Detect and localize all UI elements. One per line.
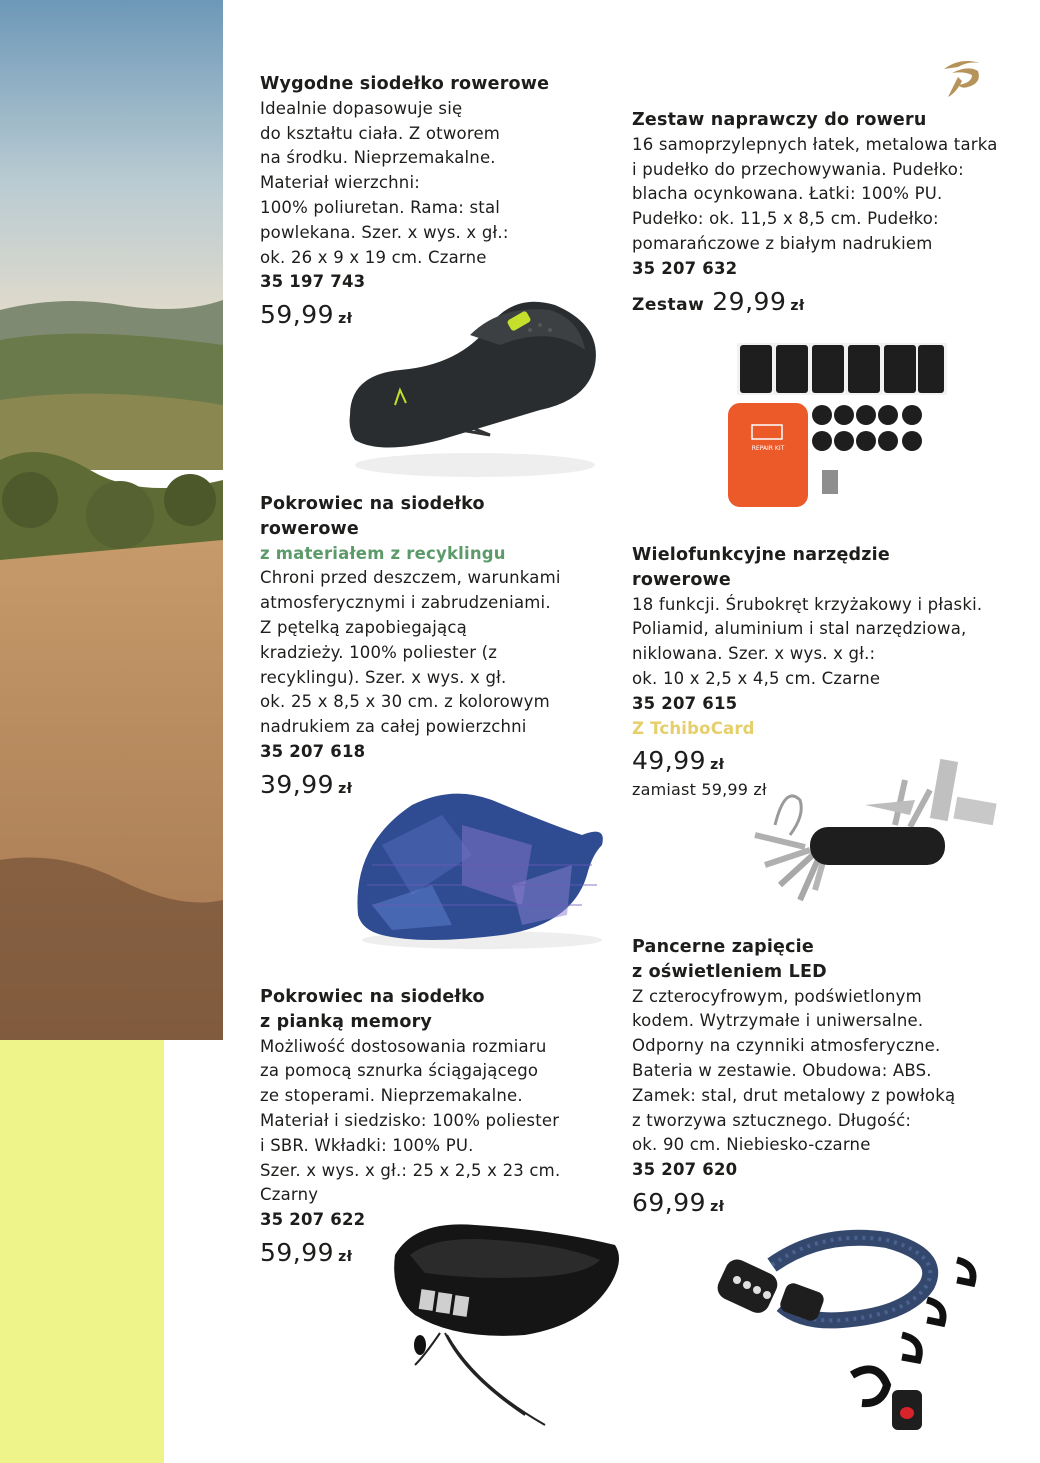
product-desc-line: Materiał wierzchni:	[260, 173, 420, 193]
product-desc-line: 100% poliuretan. Rama: stal	[260, 197, 501, 217]
product-title: Pokrowiec na siodełko	[260, 987, 485, 1007]
product-desc-line: Czarny	[260, 1185, 319, 1205]
product-desc-line: Z czterocyfrowym, podświetlonym	[632, 986, 922, 1006]
product-cable-lock	[632, 935, 1002, 1220]
currency: zł	[338, 1248, 353, 1265]
price	[632, 1187, 1002, 1220]
product-desc-line: nadrukiem za całej powierzchni	[260, 717, 527, 737]
product-desc-line: Bateria w zestawie. Obudowa: ABS.	[632, 1060, 932, 1080]
product-title: Zestaw naprawczy do roweru	[632, 110, 927, 130]
price-value: 59,99	[260, 300, 335, 330]
cable-lock-icon	[712, 1225, 997, 1445]
bike-saddle-icon	[340, 285, 605, 480]
product-desc-line: atmosferycznymi i zabrudzeniami.	[260, 593, 551, 613]
product-desc-line: Materiał i siedzisko: 100% poliester	[260, 1110, 560, 1130]
landscape-photo	[0, 0, 223, 1040]
product-desc-line: ok. 10 x 2,5 x 4,5 cm. Czarne	[632, 668, 881, 688]
product-desc-line: ok. 25 x 8,5 x 30 cm. z kolorowym	[260, 692, 550, 712]
product-desc-line: i SBR. Wkładki: 100% PU.	[260, 1135, 474, 1155]
product-desc-line: ok. 26 x 9 x 19 cm. Czarne	[260, 247, 487, 267]
yellow-accent-block	[0, 1040, 164, 1463]
repair-kit-icon	[722, 335, 947, 510]
tchibocard-note: Z TchiboCard	[632, 718, 755, 738]
article-number: 35 207 622	[260, 1210, 366, 1230]
article-number: 35 207 618	[260, 741, 366, 761]
box-label: REPAIR KIT	[751, 445, 785, 452]
product-desc-line: powlekana. Szer. x wys. x gł.:	[260, 222, 509, 242]
product-desc-line: z tworzywa sztucznego. Długość:	[632, 1110, 912, 1130]
product-title: z pianką memory	[260, 1011, 433, 1032]
memory-foam-cover-icon	[385, 1215, 630, 1455]
currency: zł	[710, 757, 725, 774]
price-prefix: Zestaw	[632, 294, 705, 315]
product-desc-line: Możliwość dostosowania rozmiaru	[260, 1036, 547, 1056]
product-desc-line: 16 samoprzylepnych łatek, metalowa tarka	[632, 134, 998, 154]
product-desc-line: Odporny na czynniki atmosferyczne.	[632, 1036, 941, 1056]
currency: zł	[790, 297, 805, 314]
article-number: 35 197 743	[260, 272, 366, 292]
currency: zł	[710, 1198, 725, 1215]
product-desc-line: na środku. Nieprzemakalne.	[260, 148, 496, 168]
product-title: Pancerne zapięcie	[632, 937, 814, 957]
product-desc-line: recyklingu). Szer. x wys. x gł.	[260, 667, 507, 687]
article-number: 35 207 615	[632, 693, 738, 713]
product-title: rowerowe	[260, 518, 359, 539]
price-value: 59,99	[260, 1237, 335, 1267]
product-desc-line: Chroni przed deszczem, warunkami	[260, 568, 561, 588]
price-value: 29,99	[712, 286, 787, 316]
product-desc-line: Zamek: stal, drut metalowy z powłoką	[632, 1085, 956, 1105]
saddle-cover-icon	[352, 785, 612, 950]
tchibo-logo-icon	[938, 55, 986, 101]
product-desc-line: Z pętelką zapobiegającą	[260, 617, 467, 637]
price-value: 39,99	[260, 769, 335, 799]
product-desc-line: ze stoperami. Nieprzemakalne.	[260, 1086, 523, 1106]
old-price: zamiast 59,99 zł	[632, 780, 767, 800]
product-desc-line: Pudełko: ok. 11,5 x 8,5 cm. Pudełko:	[632, 209, 939, 229]
price-value: 49,99	[632, 746, 707, 776]
product-repair-kit	[632, 108, 1002, 318]
product-title: rowerowe	[632, 569, 731, 590]
product-desc-line: 18 funkcji. Śrubokręt krzyżakowy i płaski.	[632, 594, 983, 614]
product-desc-line: ok. 90 cm. Niebiesko-czarne	[632, 1135, 871, 1155]
product-desc-line: Poliamid, aluminium i stal narzędziowa,	[632, 619, 967, 639]
currency: zł	[338, 780, 353, 797]
product-saddle-cover	[260, 492, 590, 802]
product-title: z oświetleniem LED	[632, 961, 827, 982]
product-desc-line: i pudełko do przechowywania. Pudełko:	[632, 159, 964, 179]
product-desc-line: za pomocą sznurka ściągającego	[260, 1061, 539, 1081]
product-desc-line: Idealnie dopasowuje się	[260, 98, 463, 118]
product-desc-line: Szer. x wys. x gł.: 25 x 2,5 x 23 cm.	[260, 1160, 561, 1180]
product-desc-line: pomarańczowe z białym nadrukiem	[632, 233, 933, 253]
product-title: Wielofunkcyjne narzędzie	[632, 545, 890, 565]
product-desc-line: do kształtu ciała. Z otworem	[260, 123, 501, 143]
recycled-note: z materiałem z recyklingu	[260, 543, 506, 563]
multitool-icon	[745, 755, 1005, 915]
article-number: 35 207 620	[632, 1160, 738, 1180]
product-title: Wygodne siodełko rowerowe	[260, 74, 550, 94]
currency: zł	[338, 311, 353, 328]
price-value: 69,99	[632, 1187, 707, 1217]
price	[632, 286, 1002, 319]
product-desc-line: niklowana. Szer. x wys. x gł.:	[632, 644, 876, 664]
product-desc-line: kodem. Wytrzymałe i uniwersalne.	[632, 1011, 924, 1031]
product-desc-line: kradzieży. 100% poliester (z	[260, 642, 498, 662]
article-number: 35 207 632	[632, 258, 738, 278]
product-desc-line: blacha ocynkowana. Łatki: 100% PU.	[632, 184, 943, 204]
product-title: Pokrowiec na siodełko	[260, 494, 485, 514]
